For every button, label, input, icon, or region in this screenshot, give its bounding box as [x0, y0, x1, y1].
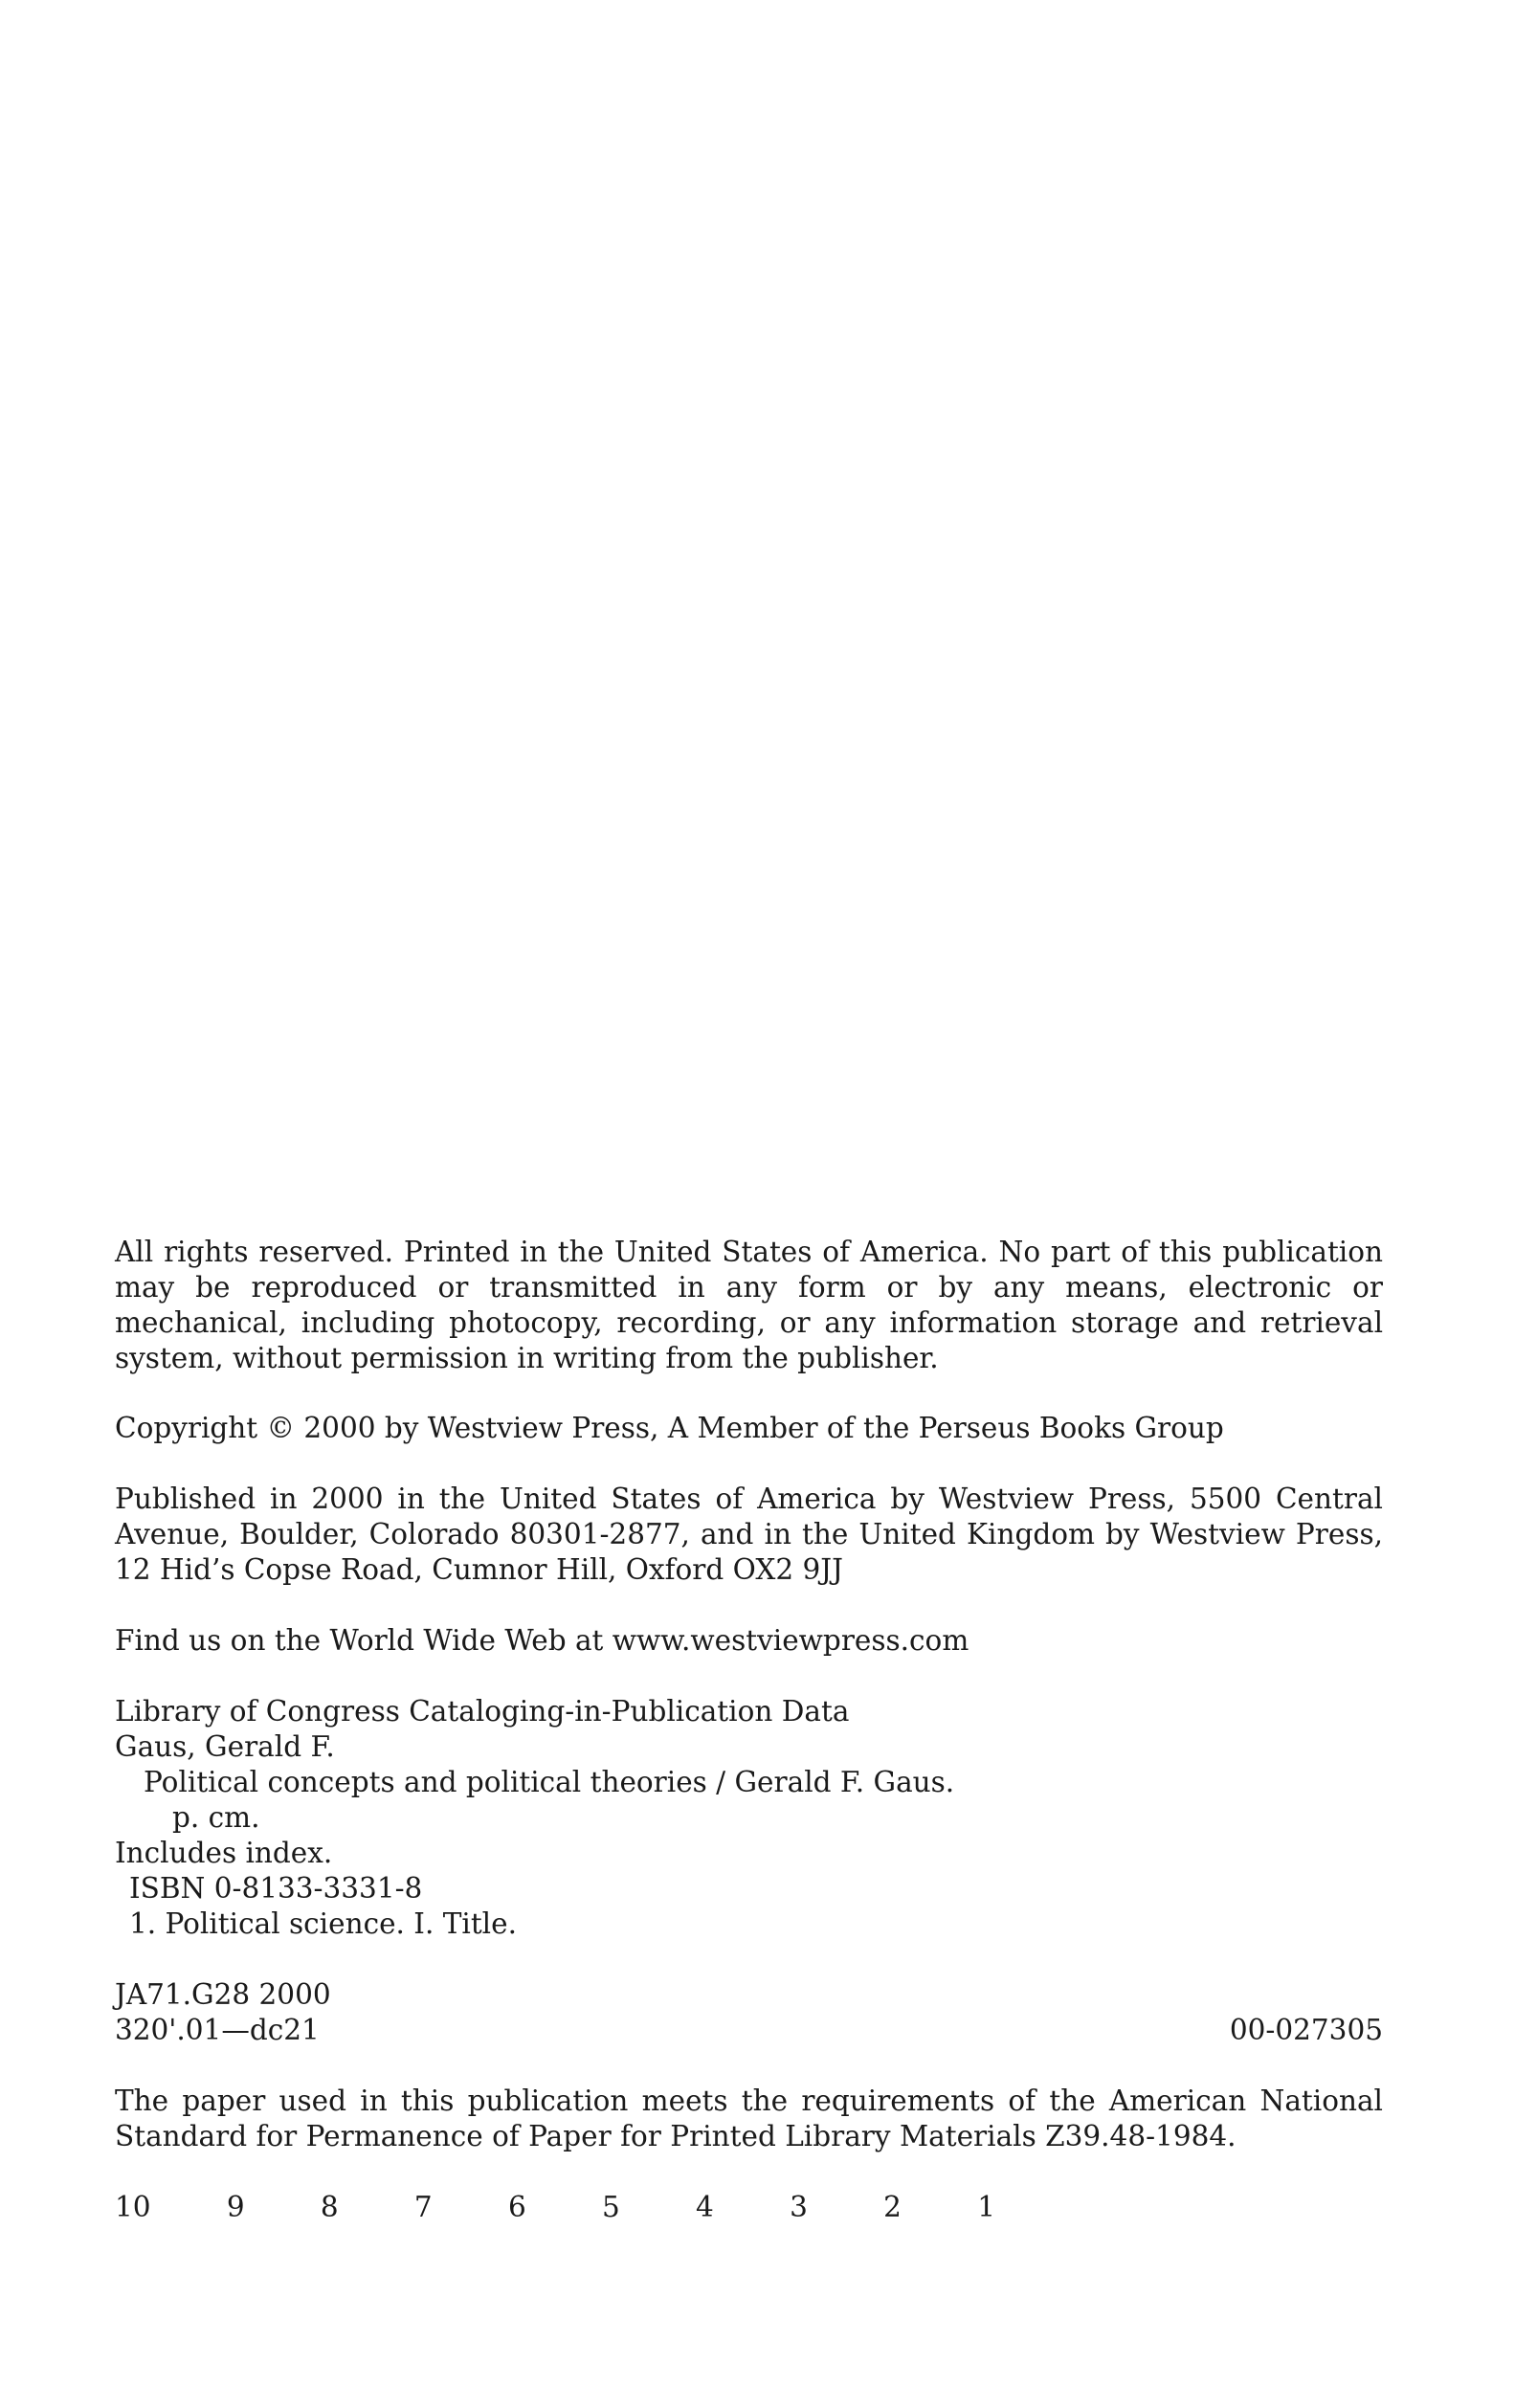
printing-number: 1 [977, 2191, 995, 2223]
copyright-notice: Copyright © 2000 by Westview Press, A Member of the Perseus Books Group [115, 1412, 1224, 1444]
cip-isbn: ISBN 0-8133-3331-8 [129, 1872, 423, 1905]
printing-number: 9 [226, 2191, 245, 2223]
cip-data [115, 1694, 1383, 1942]
website-line: Find us on the World Wide Web at www.westviewpress.com [115, 1624, 969, 1657]
publisher-info: Published in 2000 in the United States of America by Westview Press, 5500 Central Avenue, Boulder, Colorado 80301-2877, and in the United Kingdom by Westview Press, 12 Hid’s Copse Road, Cumnor Hill, Oxford OX2 9JJ [115, 1483, 1383, 1586]
printing-number: 3 [790, 2191, 808, 2223]
printing-number: 5 [602, 2191, 620, 2223]
printing-number: 6 [507, 2191, 526, 2223]
lc-call-number: JA71.G28 2000 [115, 1978, 331, 2011]
lccn: 00-027305 [1229, 2014, 1383, 2046]
cip-subjects: 1. Political science. I. Title. [129, 1907, 517, 1940]
copyright-page-block [115, 1235, 1383, 2225]
dewey-row [115, 2013, 1383, 2048]
dewey-number: 320'.01—dc21 [115, 2014, 320, 2046]
printing-number: 10 [115, 2191, 151, 2223]
cip-extent: p. cm. [172, 1801, 260, 1834]
cip-author: Gaus, Gerald F. [115, 1730, 335, 1763]
cip-heading: Library of Congress Cataloging-in-Publication Data [115, 1695, 850, 1728]
cip-title: Political concepts and political theories / Gerald F. Gaus. [144, 1766, 955, 1798]
cip-index: Includes index. [115, 1837, 333, 1869]
printing-number: 8 [320, 2191, 339, 2223]
rights-statement: All rights reserved. Printed in the United States of America. No part of this publication may be reproduced or transmitted in any form or by any means, electronic or mechanical, including photocopy, recording, or any information storage and retrieval system, without permission in writing from the publisher. [115, 1236, 1383, 1374]
printing-line [115, 2190, 995, 2225]
classification [115, 1977, 1383, 2048]
printing-number: 4 [696, 2191, 714, 2223]
printing-number: 2 [883, 2191, 902, 2223]
printing-number: 7 [413, 2191, 433, 2223]
paper-statement: The paper used in this publication meets the requirements of the American National Standard for Permanence of Paper for Printed Library Materials Z39.48-1984. [115, 2085, 1383, 2152]
